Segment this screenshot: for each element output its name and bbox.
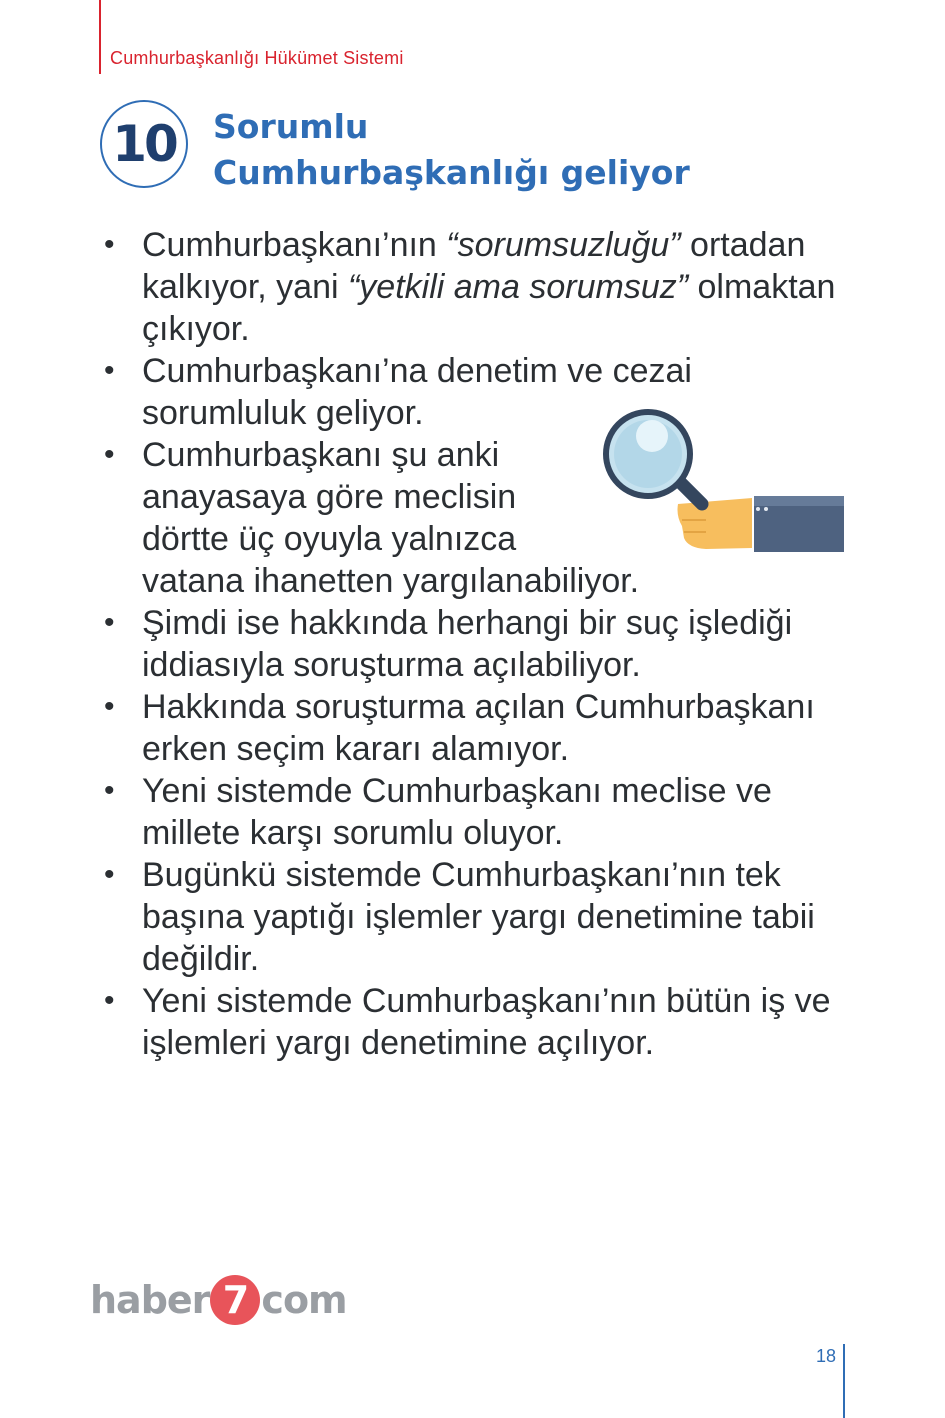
haber7-logo xyxy=(90,1272,347,1328)
logo-text-right: com xyxy=(261,1278,347,1322)
list-item-text: Yeni sistemde Cumhurbaşkanı meclise ve millete karşı sorumlu oluyor. xyxy=(142,772,772,852)
bullet-marker: • xyxy=(104,354,115,387)
section-title-line2: Cumhurbaşkanlığı geliyor xyxy=(213,153,690,192)
list-item-text: Bugünkü sistemde Cumhurbaşkanı’nın tek başına yaptığı işlemler yargı denetimine tabii değildir. xyxy=(142,856,815,978)
list-item-text: Cumhurbaşkanı’nın xyxy=(142,226,447,264)
magnifying-glass-hand-icon xyxy=(602,408,844,558)
list-item xyxy=(100,602,860,686)
bullet-marker: • xyxy=(104,606,115,639)
section-title-line1: Sorumlu xyxy=(213,107,369,146)
bullet-list xyxy=(100,224,860,1064)
list-item-text: Yeni sistemde Cumhurbaşkanı’nın bütün iş ve işlemleri yargı denetimine açılıyor. xyxy=(142,982,831,1062)
list-item-text: vatana ihanetten yargılanabiliyor. xyxy=(142,562,640,600)
logo-text-left: haber xyxy=(90,1278,210,1322)
quoted-text: “sorumsuzluğu” xyxy=(446,226,681,264)
list-item xyxy=(100,224,860,350)
list-item xyxy=(100,854,860,980)
section-number-badge xyxy=(100,100,188,188)
bullet-marker: • xyxy=(104,228,115,261)
page-number: 18 xyxy=(816,1346,837,1366)
list-item-text: Şimdi ise hakkında herhangi bir suç işlediği iddiasıyla soruşturma açılabiliyor. xyxy=(142,604,793,684)
list-item-text: Cumhurbaşkanı şu anki anayasaya göre meclisin dörtte üç oyuyla yalnızca xyxy=(142,436,517,558)
list-item-text: Cumhurbaşkanı’na denetim ve cezai sorumluluk geliyor. xyxy=(142,352,692,432)
list-item-text: olmaktan çıkıyor. xyxy=(142,268,836,348)
quoted-text: “yetkili ama sorumsuz” xyxy=(347,268,689,306)
logo-seven-badge: 7 xyxy=(210,1275,260,1325)
header-rule xyxy=(99,0,101,74)
header-title: Cumhurbaşkanlığı Hükümet Sistemi xyxy=(110,48,404,68)
list-item xyxy=(100,686,860,770)
bullet-marker: • xyxy=(104,858,115,891)
bullet-marker: • xyxy=(104,984,115,1017)
list-item xyxy=(100,770,860,854)
section-number: 10 xyxy=(112,115,176,173)
list-item-text: Hakkında soruşturma açılan Cumhurbaşkanı erken seçim kararı alamıyor. xyxy=(142,688,815,768)
section-title xyxy=(213,104,690,196)
list-item xyxy=(100,980,860,1064)
list-item-text: ortadan kalkıyor, yani xyxy=(142,226,806,306)
bullet-marker: • xyxy=(104,438,115,471)
bullet-marker: • xyxy=(104,690,115,723)
page-number-rule xyxy=(843,1344,845,1418)
bullet-marker: • xyxy=(104,774,115,807)
